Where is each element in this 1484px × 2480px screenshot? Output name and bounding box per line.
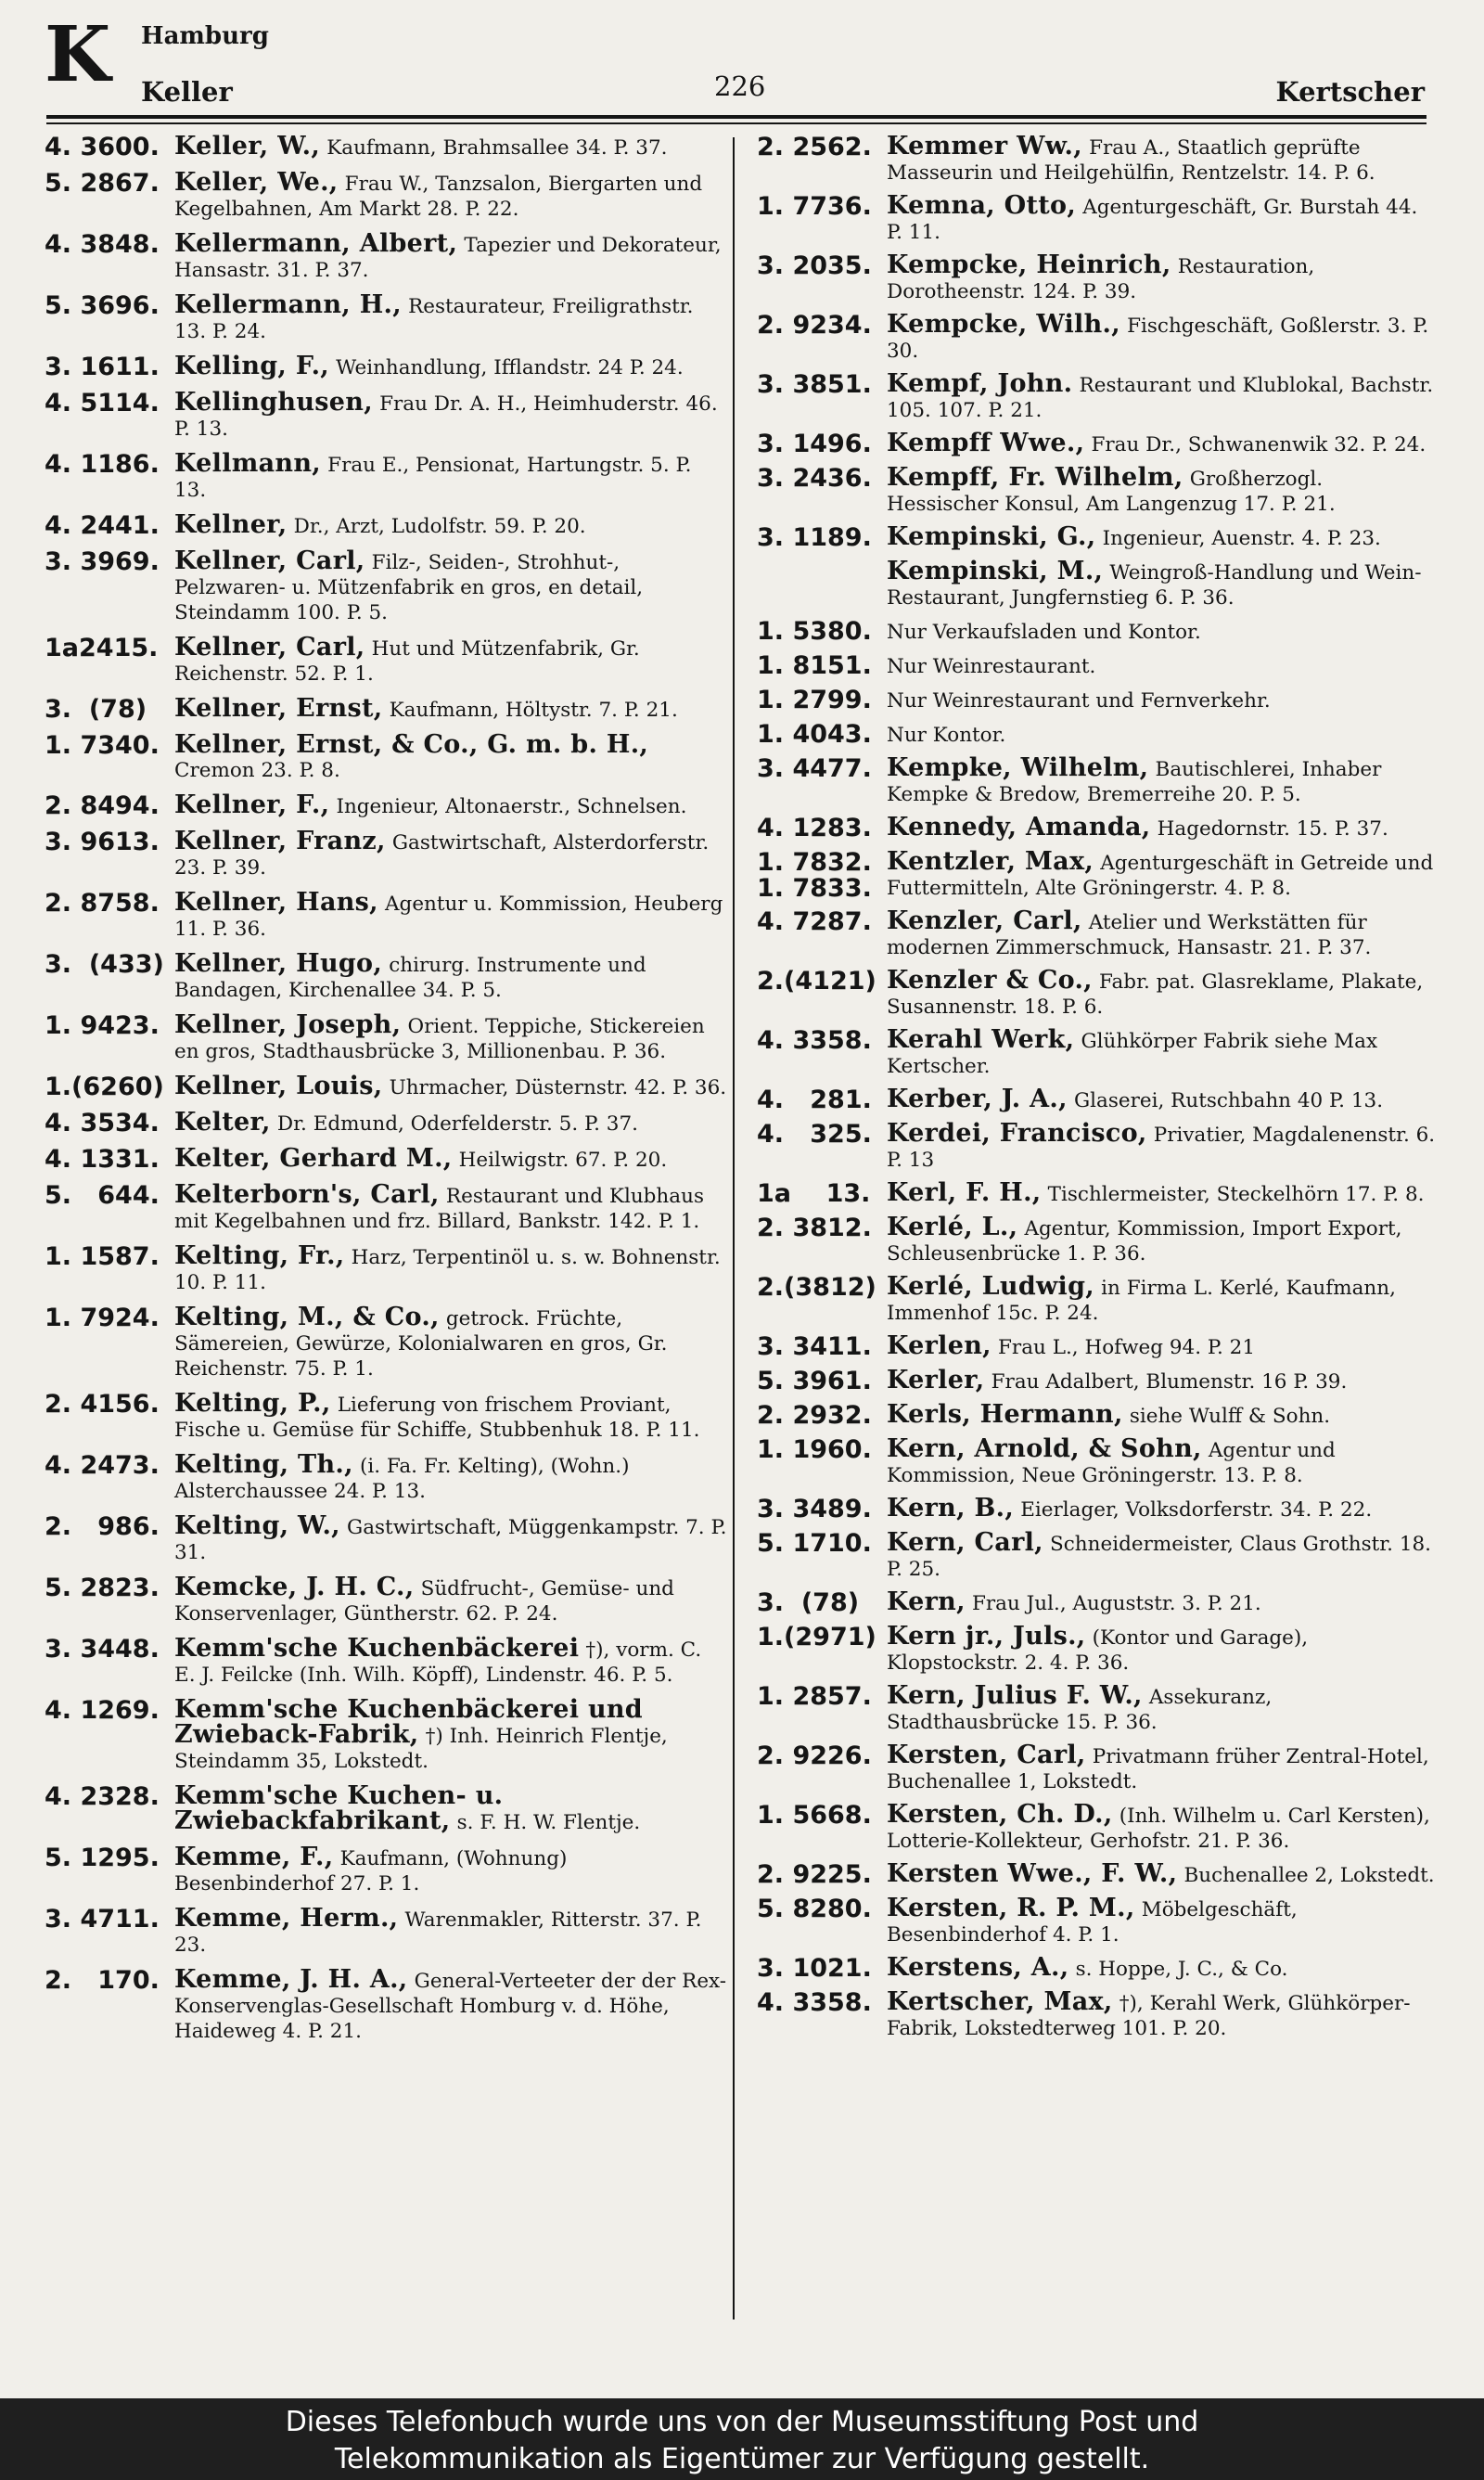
directory-entry [757,1400,1439,1430]
phone-number: 5. 8280. [757,1895,872,1923]
entry-details: Großherzogl. Hessischer Konsul, Am Langenzug 17. P. 21. [887,468,1336,516]
phone-number: 1.(2971) [757,1623,876,1651]
phone-number: 4. 3600. [45,133,160,161]
phone-number: 1. 2799. [757,686,872,714]
directory-entry [757,253,1439,304]
phone-number: 3. 3448. [45,1635,160,1664]
subscriber-name: Kellner, Hugo, [174,949,383,978]
directory-entry [45,1511,727,1565]
subscriber-name: Kemm'sche Kuchenbäckerei und Zwieback-Fabrik, [174,1695,643,1749]
phone-number: 2. 9226. [757,1741,872,1770]
entry-details: Kaufmann, Brahmsallee 34. P. 37. [326,136,668,160]
subscriber-name: Kempinski, M., [887,557,1104,585]
footer-notice [0,2398,1484,2480]
entry-details: (i. Fa. Fr. Kelting), (Wohn.) Alsterchaussee 24. P. 13. [174,1455,630,1503]
directory-entry [757,1119,1439,1173]
directory-entry [45,1904,727,1958]
directory-entry [757,1859,1439,1889]
directory-entry [45,132,727,161]
entry-details: Schneidermeister, Claus Grothstr. 18. P. 25. [887,1533,1432,1581]
directory-entry [757,1494,1439,1523]
entry-details: Uhrmacher, Düsternstr. 42. P. 36. [389,1076,727,1099]
phone-number: 2. 9234. [757,311,872,340]
subscriber-name: Kellner, F., [174,790,330,819]
phone-number: 3. 3489. [757,1495,872,1523]
phone-number: 1. 7340. [45,731,160,760]
directory-entry [757,1087,1439,1113]
phone-number: 1. 1587. [45,1242,160,1271]
subscriber-name: Kemme, Herm., [174,1904,399,1933]
entry-details: Agentur u. Kommission, Heuberg 11. P. 36. [174,893,723,941]
header-rule [46,115,1426,119]
directory-entry [757,431,1439,457]
header-last-keyword: Kertscher [1275,76,1425,108]
entry-details: Fabr. pat. Glasreklame, Plakate, Susannenstr. 18. P. 6. [887,970,1424,1019]
directory-entry [757,1800,1439,1854]
section-letter: K [45,10,111,99]
phone-number: 4. 2328. [45,1782,160,1811]
directory-entry [757,132,1439,186]
directory-entry [757,1987,1439,2041]
phone-number: 1a2415. [45,634,159,662]
directory-entry [757,1434,1439,1488]
directory-entry [757,847,1439,903]
directory-entry [45,1781,727,1835]
entry-details: Heilwigstr. 67. P. 20. [458,1149,668,1172]
phone-number: 2. 2932. [757,1401,872,1430]
directory-entry [757,906,1439,960]
directory-entry [45,1965,727,2044]
phone-number: 5. 1295. [45,1844,160,1872]
entry-details: Lieferung von frischem Proviant, Fische u. Gemüse für Schiffe, Stubbenhuk 18. P. 11. [174,1394,700,1442]
directory-entry [757,1368,1439,1394]
phone-number: 1. 7832. 1. 7833. [757,848,872,903]
phone-number: 1. 7736. [757,192,872,221]
entry-details: Filz-, Seiden-, Strohhut-, Pelzwaren- u. Mützenfabrik en gros, en detail, Steindamm 100. P. 5. [174,551,644,624]
phone-number: 2. 8494. [45,791,160,820]
entry-details: Orient. Teppiche, Stickereien en gros, Stadthausbrücke 3, Millionenbau. P. 36. [174,1015,705,1063]
subscriber-name: Kemm'sche Kuchen- u. Zwiebackfabrikant, [174,1781,504,1835]
phone-number: 3. 1021. [757,1954,872,1983]
directory-entry [757,191,1439,245]
subscriber-name: Kenzler, Carl, [887,906,1082,935]
entry-details: in Firma L. Kerlé, Kaufmann, Immenhof 15c. P. 24. [887,1277,1396,1325]
phone-number: 4. 1283. [757,814,872,842]
subscriber-name: Kempke, Wilhelm, [887,753,1149,782]
entry-details: Restauration, Dorotheenstr. 124. P. 39. [887,255,1315,303]
page-number: 226 [714,71,766,102]
phone-number: 3. 3969. [45,547,160,576]
directory-entry [45,829,727,880]
subscriber-name: Kempcke, Wilh., [887,310,1120,339]
subscriber-name: Kennedy, Amanda, [887,813,1151,842]
entry-details: Cremon 23. P. 8. [174,759,340,782]
subscriber-name: Kemcke, J. H. C., [174,1573,415,1601]
entry-details: Frau Adalbert, Blumenstr. 16 P. 39. [991,1370,1348,1394]
subscriber-name: Keller, We., [174,168,339,197]
phone-number: 1a 13. [757,1179,871,1208]
directory-entry [45,1144,727,1174]
directory-entry [45,1305,727,1381]
entry-details: Eierlager, Volksdorferstr. 34. P. 22. [1020,1498,1373,1522]
entry-details: Harz, Terpentinöl u. s. w. Bohnenstr. 10. P. 11. [174,1246,721,1294]
entry-details: Fischgeschäft, Goßlerstr. 3. P. 30. [887,315,1429,363]
phone-number: 1. 5668. [757,1801,872,1830]
entry-details: Nur Kontor. [887,724,1006,747]
subscriber-name: Kempff, Fr. Wilhelm, [887,463,1183,492]
footer-line-2: Telekommunikation als Eigentümer zur Verfügung gestellt. [334,2443,1150,2475]
subscriber-name: Kelter, [174,1108,271,1137]
entry-details: siehe Wulff & Sohn. [1129,1405,1331,1428]
subscriber-name: Kern, Julius F. W., [887,1681,1143,1710]
subscriber-name: Kelling, F., [174,352,329,380]
entry-details: Ingenieur, Altonaerstr., Schnelsen. [336,795,687,818]
phone-number: 1. 1960. [757,1435,872,1464]
directory-entry [45,168,727,222]
subscriber-name: Kerlé, Ludwig, [887,1272,1094,1301]
subscriber-name: Kellner, Ernst, & Co., G. m. b. H., [174,730,649,759]
subscriber-name: Kersten, Ch. D., [887,1800,1113,1829]
subscriber-name: Kerls, Hermann, [887,1400,1123,1429]
phone-number: 4. 5114. [45,389,160,418]
entry-details: Assekuranz, Stadthausbrücke 15. P. 36. [887,1686,1273,1734]
subscriber-name: Kellner, Ernst, [174,694,383,723]
directory-entry [757,1681,1439,1735]
entry-details: Dr. Edmund, Oderfelderstr. 5. P. 37. [276,1112,638,1136]
subscriber-name: Kempff Wwe., [887,429,1085,457]
subscriber-name: Kellner, Hans, [174,888,378,917]
right-column [757,132,1439,2050]
subscriber-name: Kersten, Carl, [887,1741,1086,1769]
phone-number: 2. 170. [45,1966,160,1995]
phone-number: 5. 2867. [45,169,160,198]
phone-number: 4. 1331. [45,1145,160,1174]
entry-details: Bautischlerei, Inhaber Kempke & Bredow, Bremerreihe 20. P. 5. [887,758,1382,806]
entry-details: Restaurant und Klubhaus mit Kegelbahnen und frz. Billard, Bankstr. 142. P. 1. [174,1185,704,1233]
subscriber-name: Kellinghusen, [174,388,373,417]
directory-entry [757,1331,1439,1361]
phone-number: 4. 281. [757,1086,872,1114]
directory-entry [757,310,1439,364]
subscriber-name: Kellner, Carl, [174,546,365,575]
phone-number: 5. 2823. [45,1574,160,1602]
phone-number: 2. 9225. [757,1860,872,1889]
phone-number: 1. 9423. [45,1011,160,1040]
directory-entry [45,546,727,625]
entry-details: Hut und Mützenfabrik, Gr. Reichenstr. 52. P. 1. [174,637,640,686]
entry-details: Frau L., Hofweg 94. P. 21 [998,1336,1256,1359]
subscriber-name: Kelting, P., [174,1389,331,1418]
phone-number: 2. 3812. [757,1214,872,1242]
directory-entry [45,888,727,942]
phone-number: 3. 3411. [757,1332,872,1361]
directory-entry [757,369,1439,423]
phone-number: 1. 2857. [757,1682,872,1711]
subscriber-name: Kempcke, Heinrich, [887,251,1171,279]
subscriber-name: Kerstens, A., [887,1953,1069,1982]
subscriber-name: Kenzler & Co., [887,966,1093,995]
entry-details: Südfrucht-, Gemüse- und Konservenlager, Güntherstr. 62. P. 24. [174,1577,674,1625]
phone-number: 3. (78) [757,1588,860,1617]
subscriber-name: Kerdei, Francisco, [887,1119,1147,1148]
entry-details: Frau Dr., Schwanenwik 32. P. 24. [1091,433,1426,456]
subscriber-name: Kern jr., Juls., [887,1622,1086,1651]
entry-details: Privatier, Magdalenenstr. 6. P. 13 [887,1124,1436,1172]
subscriber-name: Kelterborn's, Carl, [174,1180,440,1209]
phone-number: 1. 4043. [757,720,872,749]
header-first-keyword: Keller [141,76,233,108]
phone-number: 4. 2473. [45,1451,160,1480]
directory-entry [45,510,727,540]
subscriber-name: Kellermann, H., [174,290,402,319]
directory-entry [45,949,727,1003]
phone-number: 3. 4711. [45,1905,160,1934]
entry-details: Nur Weinrestaurant. [887,655,1096,678]
phone-number: 1. 8151. [757,651,872,680]
directory-entry [757,813,1439,842]
directory-entry [45,1074,727,1100]
entry-details: Nur Verkaufsladen und Kontor. [887,621,1201,644]
directory-entry [757,522,1439,552]
entry-details: Frau A., Staatlich geprüfte Masseurin und Heilgehülfin, Rentzelstr. 14. P. 6. [887,136,1375,185]
phone-number: 1. 7924. [45,1304,160,1332]
phone-number: 1.(6260) [45,1073,164,1101]
directory-entry [757,1272,1439,1326]
subscriber-name: Kempinski, G., [887,522,1096,551]
phone-number: 4. 1186. [45,450,160,479]
entry-details: getrock. Früchte, Sämereien, Gewürze, Kolonialwaren en gros, Gr. Reichenstr. 75. P. 1. [174,1307,668,1381]
phone-number: 2. 4156. [45,1390,160,1419]
directory-entry [757,966,1439,1020]
entry-details: †) Inh. Heinrich Flentje, Steindamm 35, Lokstedt. [174,1725,668,1773]
entry-details: Nur Weinrestaurant und Fernverkehr. [887,689,1271,713]
subscriber-name: Kersten Wwe., F. W., [887,1859,1178,1888]
directory-entry [45,1450,727,1504]
subscriber-name: Kelting, Fr., [174,1241,345,1270]
left-column [45,132,727,2054]
phone-number: 4. 1269. [45,1696,160,1725]
phone-number: 3. 3851. [757,370,872,399]
directory-entry [45,790,727,820]
entry-details: Möbelgeschäft, Besenbinderhof 4. P. 1. [887,1898,1298,1947]
subscriber-name: Keller, W., [174,132,321,161]
entry-details: Gastwirtschaft, Alsterdorferstr. 23. P. 39. [174,831,710,880]
directory-entry [757,619,1439,645]
directory-entry [45,1845,727,1896]
entry-details: Agentur und Kommission, Neue Gröningerstr. 13. P. 8. [887,1439,1336,1487]
subscriber-name: Kern, Arnold, & Sohn, [887,1434,1202,1463]
subscriber-name: Kellner, Franz, [174,827,386,855]
directory-entry [45,229,727,283]
phone-number: 3. 2436. [757,464,872,493]
entry-details: Weingroß-Handlung und Wein-Restaurant, Jungfernstieg 6. P. 36. [887,561,1422,610]
directory-entry [757,1622,1439,1676]
phone-number: 2. 986. [45,1512,160,1541]
entry-details: Kaufmann, (Wohnung) Besenbinderhof 27. P. 1. [174,1847,568,1895]
directory-entry [757,463,1439,517]
directory-entry [757,753,1439,807]
directory-entry [45,1108,727,1137]
phone-number: 4. 3358. [757,1988,872,2017]
directory-entry [757,1178,1439,1208]
entry-details: General-Verteeter der der Rex-Konservenglas-Gesellschaft Homburg v. d. Höhe, Haideweg 4. P. 21. [174,1970,727,2043]
subscriber-name: Kellner, Carl, [174,633,365,662]
phone-number: 3. 1189. [757,523,872,552]
directory-entry [45,1180,727,1234]
phone-number: 4. 3534. [45,1109,160,1137]
subscriber-name: Kerber, J. A., [887,1085,1068,1113]
directory-entry [45,1241,727,1295]
subscriber-name: Kern, Carl, [887,1528,1043,1557]
subscriber-name: Kerler, [887,1366,985,1394]
directory-entry [45,1389,727,1443]
directory-entry [45,694,727,724]
subscriber-name: Kemmer Ww., [887,132,1082,161]
directory-entry [757,1743,1439,1794]
entry-details: Frau E., Pensionat, Hartungstr. 5. P. 13. [174,454,692,502]
entry-details: Dr., Arzt, Ludolfstr. 59. P. 20. [293,515,586,538]
phone-number: 4. 3848. [45,230,160,259]
directory-entry [45,1575,727,1626]
subscriber-name: Kemme, J. H. A., [174,1965,408,1994]
phone-number: 3. 2035. [757,251,872,280]
entry-details: Kaufmann, Höltystr. 7. P. 21. [389,699,678,722]
phone-number: 4. 7287. [757,907,872,936]
phone-number: 2.(3812) [757,1273,876,1302]
directory-entry [45,633,727,687]
subscriber-name: Kempf, John. [887,369,1073,398]
directory-entry [45,1634,727,1688]
subscriber-name: Kellner, Joseph, [174,1010,402,1039]
phone-number: 3. 9613. [45,828,160,856]
entry-details: Restaurateur, Freiligrathstr. 13. P. 24. [174,295,694,343]
entry-details: †), Kerahl Werk, Glühkörper-Fabrik, Lokstedterweg 101. P. 20. [887,1992,1411,2040]
subscriber-name: Kemme, F., [174,1843,334,1871]
phone-number: 5. 3696. [45,291,160,320]
subscriber-name: Kellner, Louis, [174,1072,383,1100]
directory-entry [757,1025,1439,1079]
directory-entry [757,1587,1439,1617]
entry-details: Buchenallee 2, Lokstedt. [1183,1864,1435,1887]
entry-details: Atelier und Werkstätten für modernen Zimmerschmuck, Hansastr. 21. P. 37. [887,911,1372,959]
directory-entry [757,1215,1439,1266]
subscriber-name: Kerahl Werk, [887,1025,1075,1054]
column-divider [733,137,735,2319]
subscriber-name: Kerlé, L., [887,1213,1018,1241]
subscriber-name: Kersten, R. P. M., [887,1894,1135,1922]
entry-details: Agenturgeschäft in Getreide und Futtermitteln, Alte Gröningerstr. 4. P. 8. [887,852,1434,900]
directory-entry [757,559,1439,610]
phone-number: 3. 1611. [45,353,160,381]
phone-number: 3. (78) [45,695,147,724]
footer-line-1: Dieses Telefonbuch wurde uns von der Museumsstiftung Post und [285,2406,1199,2438]
subscriber-name: Kern, B., [887,1494,1015,1523]
phone-number: 2.(4121) [757,967,876,996]
entry-details: Hagedornstr. 15. P. 37. [1157,817,1388,841]
entry-details: Tapezier und Dekorateur, Hansastr. 31. P. 37. [174,234,722,282]
phone-number: 2. 8758. [45,889,160,918]
subscriber-name: Kerl, F. H., [887,1178,1042,1207]
entry-details: Frau Jul., Auguststr. 3. P. 21. [971,1592,1261,1615]
subscriber-name: Kellner, [174,510,288,539]
subscriber-name: Kertscher, Max, [887,1987,1113,2016]
directory-entry [45,449,727,503]
subscriber-name: Kelting, W., [174,1511,340,1540]
phone-number: 4. 325. [757,1120,872,1149]
entry-details: Gastwirtschaft, Müggenkampstr. 7. P. 31. [174,1516,727,1564]
directory-entry [757,722,1439,748]
phone-number: 1. 5380. [757,617,872,646]
entry-details: Warenmakler, Ritterstr. 37. P. 23. [174,1908,702,1957]
directory-entry [45,290,727,344]
phone-number: 5. 3961. [757,1367,872,1395]
directory-entry [45,354,727,380]
directory-entry [45,1010,727,1064]
phone-number: 4. 2441. [45,511,160,540]
phone-number: 5. 1710. [757,1529,872,1558]
entry-details: Agenturgeschäft, Gr. Burstah 44. P. 11. [887,196,1418,244]
entry-details: chirurg. Instrumente und Bandagen, Kirchenallee 34. P. 5. [174,954,646,1002]
entry-details: Ingenieur, Auenstr. 4. P. 23. [1102,527,1381,550]
directory-entry [45,730,727,783]
subscriber-name: Kern, [887,1587,966,1616]
entry-details: Restaurant und Klublokal, Bachstr. 105. 107. P. 21. [887,374,1434,422]
subscriber-name: Kerlen, [887,1331,991,1360]
directory-entry [757,1953,1439,1983]
entry-details: Tischlermeister, Steckelhörn 17. P. 8. [1047,1183,1425,1206]
phone-number: 4. 3358. [757,1026,872,1055]
entry-details: Glaserei, Rutschbahn 40 P. 13. [1073,1089,1384,1112]
directory-entry [757,653,1439,679]
phone-number: 5. 644. [45,1181,160,1210]
phone-number: 3. 4477. [757,754,872,783]
entry-details: (Kontor und Garage), Klopstockstr. 2. 4. P. 36. [887,1626,1309,1675]
entry-details: Frau Dr. A. H., Heimhuderstr. 46. P. 13. [174,392,718,441]
phone-number: 3. (433) [45,950,164,979]
entry-details: (Inh. Wilhelm u. Carl Kersten), Lotterie-Kollekteur, Gerhofstr. 21. P. 36. [887,1805,1430,1853]
phone-number: 3. 1496. [757,430,872,458]
directory-entry [757,687,1439,713]
entry-details: Frau W., Tanzsalon, Biergarten und Kegelbahnen, Am Markt 28. P. 22. [174,173,703,221]
subscriber-name: Kentzler, Max, [887,847,1094,876]
phone-number: 2. 2562. [757,133,872,161]
entry-details: Glühkörper Fabrik siehe Max Kertscher. [887,1030,1378,1078]
header-rule-thin [46,122,1426,124]
subscriber-name: Kelting, M., & Co., [174,1303,440,1331]
header-city: Hamburg [141,22,269,50]
subscriber-name: Kemna, Otto, [887,191,1077,220]
subscriber-name: Kelting, Th., [174,1450,353,1479]
subscriber-name: Kellmann, [174,449,321,478]
entry-details: s. Hoppe, J. C., & Co. [1075,1958,1288,1981]
subscriber-name: Kelter, Gerhard M., [174,1144,453,1173]
entry-details: Agentur, Kommission, Import Export, Schleusenbrücke 1. P. 36. [887,1217,1402,1266]
entry-details: Privatmann früher Zentral-Hotel, Buchenallee 1, Lokstedt. [887,1745,1429,1793]
entry-details: s. F. H. W. Flentje. [456,1811,641,1834]
subscriber-name: Kellermann, Albert, [174,229,458,258]
directory-entry [45,388,727,442]
directory-entry [757,1528,1439,1582]
entry-details: †), vorm. C. E. J. Feilcke (Inh. Wilh. Köpff), Lindenstr. 46. P. 5. [174,1638,702,1687]
directory-entry [757,1896,1439,1947]
entry-details: Weinhandlung, Ifflandstr. 24 P. 24. [336,356,684,379]
directory-entry [45,1695,727,1774]
subscriber-name: Kemm'sche Kuchenbäckerei [174,1634,580,1663]
